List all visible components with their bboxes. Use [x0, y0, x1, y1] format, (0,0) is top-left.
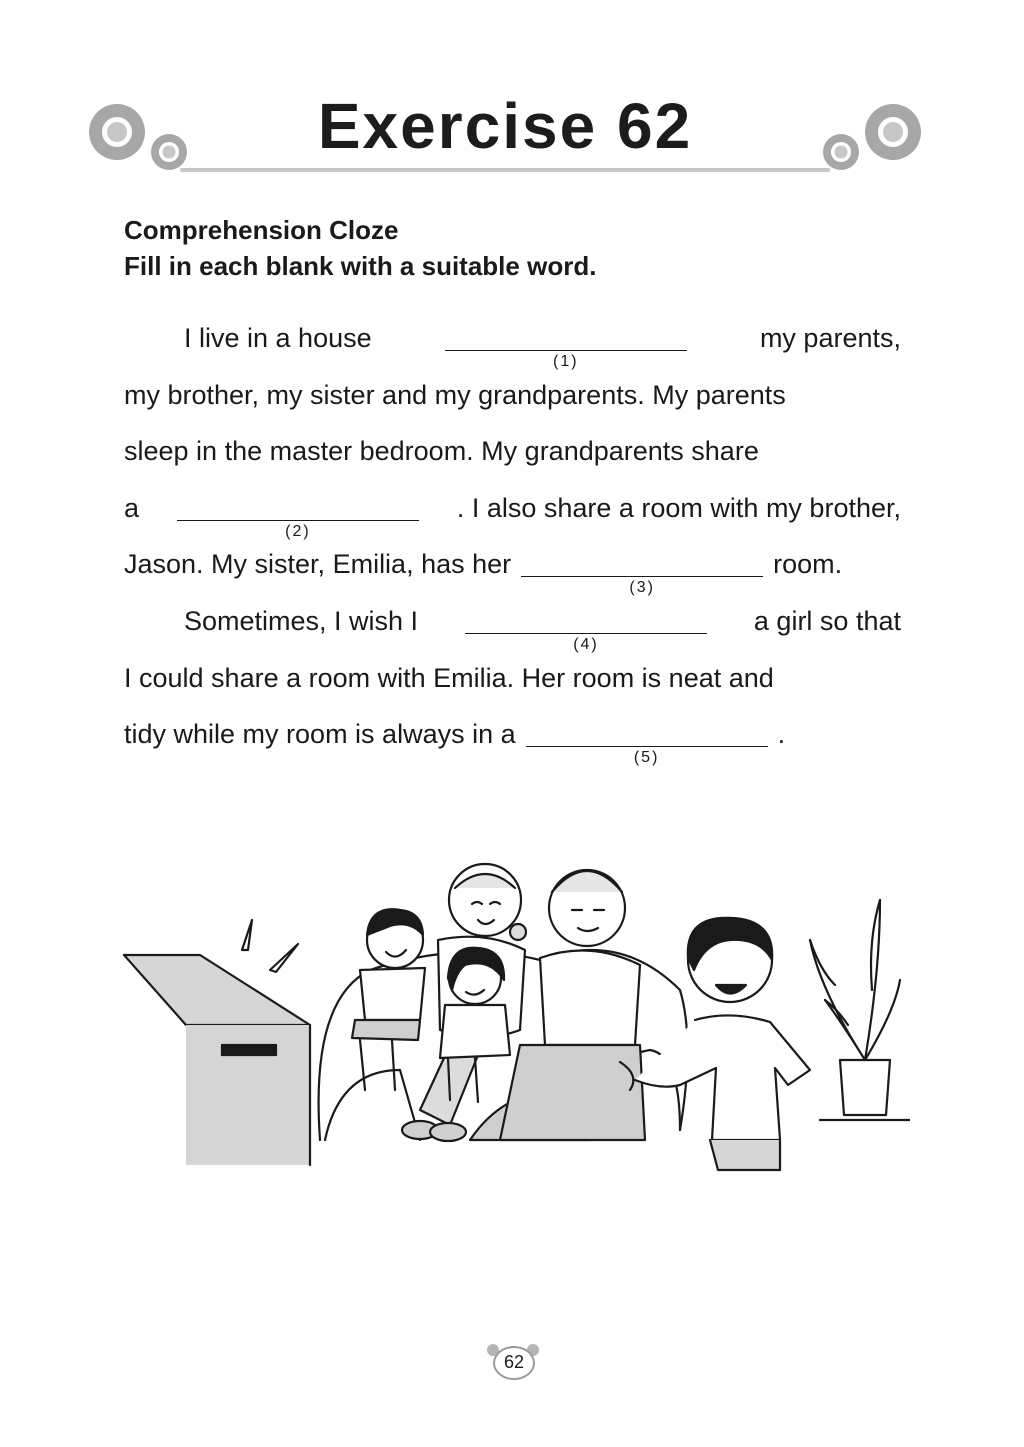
passage-text: my parents,: [759, 323, 901, 353]
page-number-badge: [487, 1344, 539, 1378]
answer-blank-2[interactable]: [177, 488, 419, 540]
blank-number: (2): [285, 522, 311, 540]
passage-text: a girl so that: [753, 605, 901, 636]
passage-line: [124, 318, 901, 375]
passage-text: a: [124, 492, 140, 523]
passage-line: [124, 544, 901, 601]
passage-line: [124, 431, 901, 488]
passage-line: [124, 601, 901, 658]
passage-text: .: [777, 719, 786, 750]
blank-number: (5): [633, 749, 660, 767]
page-title: Exercise 62: [317, 90, 693, 162]
passage-line: [124, 714, 901, 771]
title-underline: [180, 168, 830, 172]
passage-line: [124, 658, 901, 715]
answer-blank-1[interactable]: [445, 318, 687, 370]
page-number: 62: [503, 1352, 525, 1372]
blank-number: (1): [553, 353, 579, 370]
passage-text: . I also share a room with my brother,: [456, 492, 901, 523]
passage-text: I live in a house: [184, 323, 372, 353]
passage-text: sleep in the master bedroom. My grandparents share: [124, 436, 759, 467]
passage-text: room.: [773, 549, 843, 580]
passage-text: Jason. My sister, Emilia, has her: [124, 549, 512, 580]
passage-line: [124, 375, 901, 432]
answer-blank-5[interactable]: [526, 714, 768, 767]
passage-text: my brother, my sister and my grandparents. My parents: [124, 379, 786, 410]
blank-number: (4): [573, 635, 599, 653]
passage-text: I could share a room with Emilia. Her room is neat and: [124, 662, 774, 693]
passage-text: Sometimes, I wish I: [184, 605, 419, 636]
task-instruction: Fill in each blank with a suitable word.: [124, 251, 597, 281]
section-heading: Comprehension Cloze: [124, 215, 399, 245]
family-watching-tv-illustration: [120, 840, 910, 1180]
blank-number: (3): [629, 579, 655, 597]
passage-line: [124, 488, 901, 545]
answer-blank-4[interactable]: [465, 601, 707, 653]
cloze-passage: [124, 318, 901, 771]
header: [85, 88, 925, 183]
answer-blank-3[interactable]: [521, 544, 763, 597]
instructions: [124, 212, 596, 284]
passage-text: tidy while my room is always in a: [124, 719, 516, 750]
circles-decoration-icon: [815, 94, 925, 174]
